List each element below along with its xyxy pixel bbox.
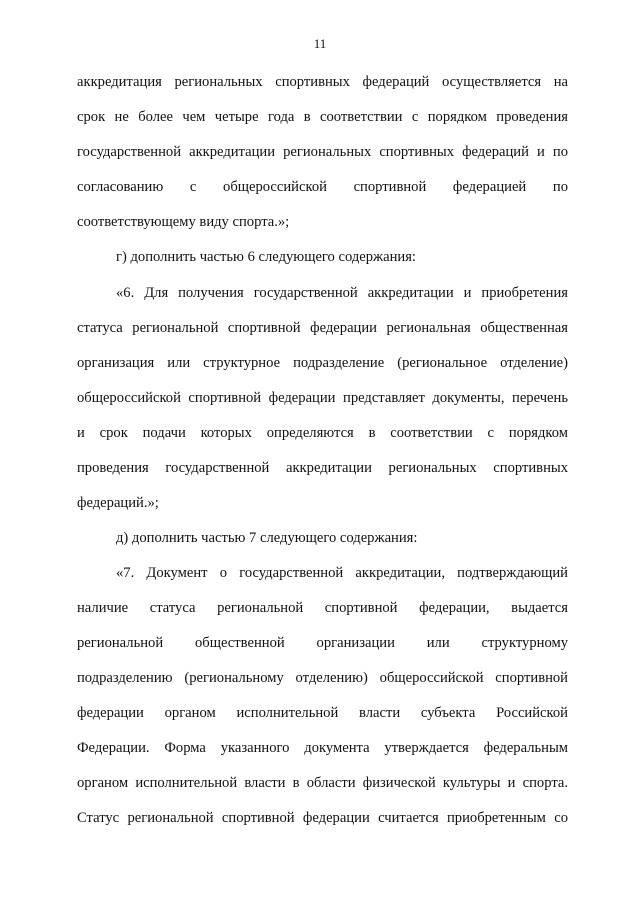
text-line: наличие статуса региональной спортивной федерации, выдается: [77, 600, 568, 616]
text-line: г) дополнить частью 6 следующего содержания:: [116, 249, 416, 265]
text-line: «6. Для получения государственной аккредитации и приобретения: [116, 285, 568, 301]
text-line: региональной общественной организации или структурному: [77, 635, 568, 651]
text-line: федерации органом исполнительной власти субъекта Российской: [77, 705, 568, 721]
text-line: органом исполнительной власти в области физической культуры и спорта.: [77, 775, 568, 791]
text-line: д) дополнить частью 7 следующего содержания:: [116, 530, 418, 546]
text-line: «7. Документ о государственной аккредитации, подтверждающий: [116, 565, 568, 581]
text-line: согласованию с общероссийской спортивной федерацией по: [77, 179, 568, 195]
text-line: соответствующему виду спорта.»;: [77, 214, 290, 230]
text-line: срок не более чем четыре года в соответствии с порядком проведения: [77, 109, 568, 125]
text-line: государственной аккредитации региональных спортивных федераций и по: [77, 144, 568, 160]
text-line: организация или структурное подразделение (региональное отделение): [77, 355, 568, 371]
text-line: и срок подачи которых определяются в соответствии с порядком: [77, 425, 568, 441]
text-line: статуса региональной спортивной федерации региональная общественная: [77, 320, 568, 336]
text-line: Статус региональной спортивной федерации считается приобретенным со: [77, 810, 568, 826]
text-line: подразделению (региональному отделению) общероссийской спортивной: [77, 670, 568, 686]
page-number: 11: [313, 36, 327, 51]
text-line: аккредитация региональных спортивных федераций осуществляется на: [77, 74, 568, 90]
text-line: Федерации. Форма указанного документа утверждается федеральным: [77, 740, 568, 756]
text-line: общероссийской спортивной федерации представляет документы, перечень: [77, 390, 568, 406]
text-line: федераций.»;: [77, 495, 159, 511]
text-line: проведения государственной аккредитации региональных спортивных: [77, 460, 568, 476]
